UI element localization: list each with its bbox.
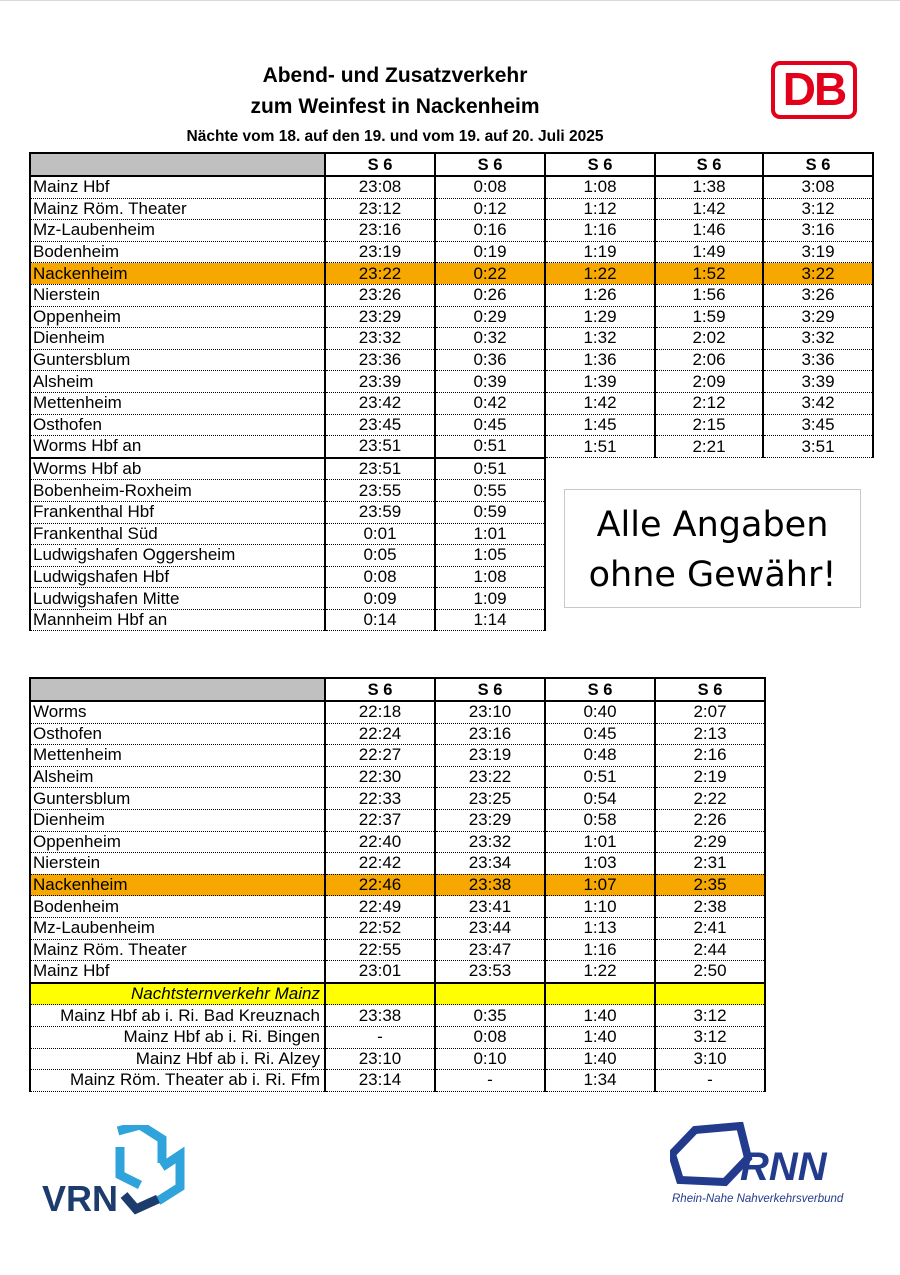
departure-time: 1:34 [545,1070,655,1092]
departure-time: 0:48 [545,745,655,767]
stop-name: Frankenthal Süd [30,523,325,545]
stop-name: Oppenheim [30,306,325,328]
departure-time: 1:09 [435,588,545,610]
departure-time: 1:42 [655,198,763,220]
stop-name: Nierstein [30,853,325,875]
header-blank-cell [30,153,325,176]
departure-time: 1:38 [655,176,763,198]
stop-name: Mainz Röm. Theater [30,198,325,220]
night-header-cell [325,983,435,1005]
departure-time: 0:22 [435,263,545,285]
stop-name: Guntersblum [30,788,325,810]
stop-name: Nackenheim [30,263,325,285]
table-row [30,241,873,263]
departure-time: 3:45 [763,414,873,436]
table-row [30,176,873,198]
stop-name: Mz-Laubenheim [30,220,325,242]
departure-time: 2:41 [655,917,765,939]
table-row [30,939,765,961]
departure-time: 3:10 [655,1048,765,1070]
departure-time: 22:18 [325,701,435,723]
empty-cell [763,609,873,631]
departure-time: 3:42 [763,392,873,414]
departure-time: 2:06 [655,349,763,371]
disclaimer-line1: Alle Angaben [596,505,829,545]
column-header: S 6 [435,153,545,176]
vrn-logo-text: VRN [42,1178,119,1215]
departure-time: 3:16 [763,220,873,242]
stop-name: Worms Hbf ab [30,458,325,480]
stop-name: Mannheim Hbf an [30,609,325,631]
stop-name: Mettenheim [30,392,325,414]
departure-time: 23:38 [325,1005,435,1027]
departure-time: 2:09 [655,371,763,393]
departure-time: 22:37 [325,809,435,831]
departure-time: 1:56 [655,284,763,306]
table-row [30,788,765,810]
departure-time: 2:31 [655,853,765,875]
departure-time: 1:36 [545,349,655,371]
departure-time: 1:26 [545,284,655,306]
rnn-logo-text: RNN [740,1145,827,1189]
departure-time: 2:38 [655,896,765,918]
rnn-logo-mark [672,1126,748,1182]
departure-time: 0:59 [435,501,545,523]
column-header: S 6 [655,153,763,176]
departure-time: 0:45 [435,414,545,436]
disclaimer-line2: ohne Gewähr! [588,555,837,595]
table-row [30,896,765,918]
departure-time: 2:12 [655,392,763,414]
departure-time: 1:42 [545,392,655,414]
departure-time: 23:19 [435,745,545,767]
empty-cell [545,458,655,480]
table-row [30,392,873,414]
departure-time: 0:05 [325,545,435,567]
stop-name: Alsheim [30,371,325,393]
departure-time: 1:01 [435,523,545,545]
departure-time: 0:08 [435,176,545,198]
table-row [30,263,873,285]
departure-time: 0:51 [545,766,655,788]
departure-time: 2:26 [655,809,765,831]
departure-time: 0:54 [545,788,655,810]
departure-time: 23:08 [325,176,435,198]
stop-name: Ludwigshafen Mitte [30,588,325,610]
departure-time: 2:15 [655,414,763,436]
stop-name: Nackenheim [30,874,325,896]
column-header: S 6 [325,153,435,176]
rnn-logo [670,1122,875,1207]
departure-time: 2:19 [655,766,765,788]
column-header: S 6 [763,153,873,176]
table-row [30,1048,765,1070]
vrn-logo [40,1125,200,1215]
departure-time: 0:08 [325,566,435,588]
table-row [30,809,765,831]
departure-time: 1:19 [545,241,655,263]
table-row [30,328,873,350]
departure-time: 1:52 [655,263,763,285]
departure-time: 1:07 [545,874,655,896]
column-header: S 6 [545,678,655,701]
departure-time: 3:22 [763,263,873,285]
departure-time: 23:10 [435,701,545,723]
table-row [30,701,765,723]
table-row [30,1026,765,1048]
departure-time: 23:59 [325,501,435,523]
departure-time: 1:32 [545,328,655,350]
stop-name: Bodenheim [30,241,325,263]
table-row [30,745,765,767]
departure-time: 22:30 [325,766,435,788]
departure-time: 23:45 [325,414,435,436]
departure-time: 23:29 [325,306,435,328]
departure-time: 23:41 [435,896,545,918]
db-logo: DB [771,61,857,119]
departure-time: 0:09 [325,588,435,610]
stop-name: Mainz Röm. Theater ab i. Ri. Ffm [30,1070,325,1092]
stop-name: Mettenheim [30,745,325,767]
departure-time: 23:22 [435,766,545,788]
departure-time: 22:33 [325,788,435,810]
departure-time: 23:47 [435,939,545,961]
departure-time: 0:35 [435,1005,545,1027]
night-service-label: Nachtsternverkehr Mainz [30,983,325,1005]
night-header-cell [545,983,655,1005]
departure-time: 1:29 [545,306,655,328]
stop-name: Alsheim [30,766,325,788]
table-row [30,458,873,480]
departure-time: 3:19 [763,241,873,263]
departure-time: 0:08 [435,1026,545,1048]
departure-time: 22:55 [325,939,435,961]
stop-name: Ludwigshafen Hbf [30,566,325,588]
vrn-logo-mark [118,1125,180,1209]
departure-time: 1:10 [545,896,655,918]
departure-time: 23:01 [325,961,435,983]
departure-time: 23:10 [325,1048,435,1070]
departure-time: 0:45 [545,723,655,745]
stop-name: Oppenheim [30,831,325,853]
stop-name: Frankenthal Hbf [30,501,325,523]
departure-time: 3:08 [763,176,873,198]
stop-name: Mainz Hbf ab i. Ri. Bad Kreuznach [30,1005,325,1027]
departure-time: 1:03 [545,853,655,875]
departure-time: 22:42 [325,853,435,875]
departure-time: 1:13 [545,917,655,939]
departure-time: 23:51 [325,458,435,480]
departure-time: 0:10 [435,1048,545,1070]
departure-time: 3:26 [763,284,873,306]
empty-cell [655,609,763,631]
table-row [30,1070,765,1092]
departure-time: 1:49 [655,241,763,263]
departure-time: 2:44 [655,939,765,961]
departure-time: 2:29 [655,831,765,853]
departure-time: 2:02 [655,328,763,350]
timetable-worms-mainz [29,677,766,1092]
table-row [30,349,873,371]
departure-time: 2:07 [655,701,765,723]
table-row [30,961,765,983]
departure-time: 0:29 [435,306,545,328]
departure-time: 3:39 [763,371,873,393]
stop-name: Ludwigshafen Oggersheim [30,545,325,567]
departure-time: 22:49 [325,896,435,918]
departure-time: 1:05 [435,545,545,567]
stop-name: Worms [30,701,325,723]
table-row [30,284,873,306]
departure-time: 0:32 [435,328,545,350]
departure-time: 1:12 [545,198,655,220]
stop-name: Mainz Hbf [30,961,325,983]
stop-name: Osthofen [30,414,325,436]
departure-time: 1:22 [545,263,655,285]
table-row [30,874,765,896]
empty-cell [545,609,655,631]
column-header: S 6 [545,153,655,176]
departure-time: 23:26 [325,284,435,306]
departure-time: 0:14 [325,609,435,631]
night-service-header-row [30,983,765,1005]
table-row [30,917,765,939]
stop-name: Bodenheim [30,896,325,918]
stop-name: Dienheim [30,328,325,350]
departure-time: 2:21 [655,436,763,458]
departure-time: 23:32 [325,328,435,350]
stop-name: Mainz Hbf ab i. Ri. Bingen [30,1026,325,1048]
departure-time: 1:51 [545,436,655,458]
departure-time: 3:12 [655,1026,765,1048]
departure-time: 23:16 [435,723,545,745]
departure-time: 1:40 [545,1005,655,1027]
table-row [30,198,873,220]
departure-time: - [325,1026,435,1048]
departure-time: 3:36 [763,349,873,371]
header-blank-cell [30,678,325,701]
departure-time: 22:52 [325,917,435,939]
page-subtitle: Nächte vom 18. auf den 19. und vom 19. auf 20. Juli 2025 [186,128,604,145]
stop-name: Worms Hbf an [30,436,325,458]
departure-time: 23:14 [325,1070,435,1092]
stop-name: Mainz Hbf ab i. Ri. Alzey [30,1048,325,1070]
departure-time: 23:51 [325,436,435,458]
departure-time: 23:16 [325,220,435,242]
table-row [30,609,873,631]
departure-time: 0:40 [545,701,655,723]
disclaimer-box [564,489,861,608]
stop-name: Mainz Röm. Theater [30,939,325,961]
departure-time: 1:46 [655,220,763,242]
empty-cell [655,458,763,480]
rnn-tagline: Rhein-Nahe Nahverkehrsverbund [672,1193,844,1205]
table-row [30,371,873,393]
departure-time: 23:22 [325,263,435,285]
departure-time: 3:32 [763,328,873,350]
departure-time: 0:42 [435,392,545,414]
departure-time: - [655,1070,765,1092]
departure-time: 2:13 [655,723,765,745]
departure-time: 22:40 [325,831,435,853]
departure-time: 22:46 [325,874,435,896]
stop-name: Bobenheim-Roxheim [30,480,325,502]
departure-time: 1:16 [545,220,655,242]
departure-time: 0:39 [435,371,545,393]
departure-time: 23:29 [435,809,545,831]
departure-time: 23:34 [435,853,545,875]
departure-time: 2:50 [655,961,765,983]
stop-name: Mz-Laubenheim [30,917,325,939]
departure-time: 1:39 [545,371,655,393]
departure-time: 23:53 [435,961,545,983]
departure-time: 3:51 [763,436,873,458]
table-row [30,220,873,242]
night-header-cell [655,983,765,1005]
page-title-line2: zum Weinfest in Nackenheim [250,95,540,118]
column-header: S 6 [655,678,765,701]
departure-time: 1:14 [435,609,545,631]
page-title-line1: Abend- und Zusatzverkehr [262,64,528,87]
departure-time: 23:12 [325,198,435,220]
table-row [30,723,765,745]
departure-time: 0:36 [435,349,545,371]
departure-time: 3:12 [763,198,873,220]
table-row [30,831,765,853]
departure-time: 1:45 [545,414,655,436]
top-rule [0,0,900,1]
departure-time: 22:27 [325,745,435,767]
empty-cell [763,458,873,480]
stop-name: Guntersblum [30,349,325,371]
table-row [30,436,873,458]
table-row [30,766,765,788]
departure-time: 1:16 [545,939,655,961]
departure-time: 0:01 [325,523,435,545]
departure-time: 3:12 [655,1005,765,1027]
departure-time: 1:08 [545,176,655,198]
departure-time: 23:39 [325,371,435,393]
departure-time: 3:29 [763,306,873,328]
departure-time: 2:35 [655,874,765,896]
departure-time: 23:44 [435,917,545,939]
column-header: S 6 [435,678,545,701]
departure-time: 0:55 [435,480,545,502]
stop-name: Dienheim [30,809,325,831]
departure-time: 23:36 [325,349,435,371]
departure-time: 1:22 [545,961,655,983]
departure-time: 0:51 [435,436,545,458]
departure-time: 0:12 [435,198,545,220]
table-row [30,1005,765,1027]
departure-time: 23:19 [325,241,435,263]
departure-time: 23:55 [325,480,435,502]
departure-time: 0:19 [435,241,545,263]
departure-time: 1:40 [545,1048,655,1070]
departure-time: 22:24 [325,723,435,745]
departure-time: 1:08 [435,566,545,588]
departure-time: 0:58 [545,809,655,831]
night-header-cell [435,983,545,1005]
departure-time: 0:26 [435,284,545,306]
stop-name: Osthofen [30,723,325,745]
departure-time: 1:01 [545,831,655,853]
departure-time: 23:25 [435,788,545,810]
departure-time: 2:22 [655,788,765,810]
table-row [30,414,873,436]
column-header: S 6 [325,678,435,701]
departure-time: 23:32 [435,831,545,853]
stop-name: Nierstein [30,284,325,306]
departure-time: 2:16 [655,745,765,767]
table-row [30,853,765,875]
stop-name: Mainz Hbf [30,176,325,198]
departure-time: 23:38 [435,874,545,896]
departure-time: 1:59 [655,306,763,328]
departure-time: 1:40 [545,1026,655,1048]
table-row [30,306,873,328]
departure-time: 0:51 [435,458,545,480]
departure-time: 0:16 [435,220,545,242]
departure-time: - [435,1070,545,1092]
departure-time: 23:42 [325,392,435,414]
